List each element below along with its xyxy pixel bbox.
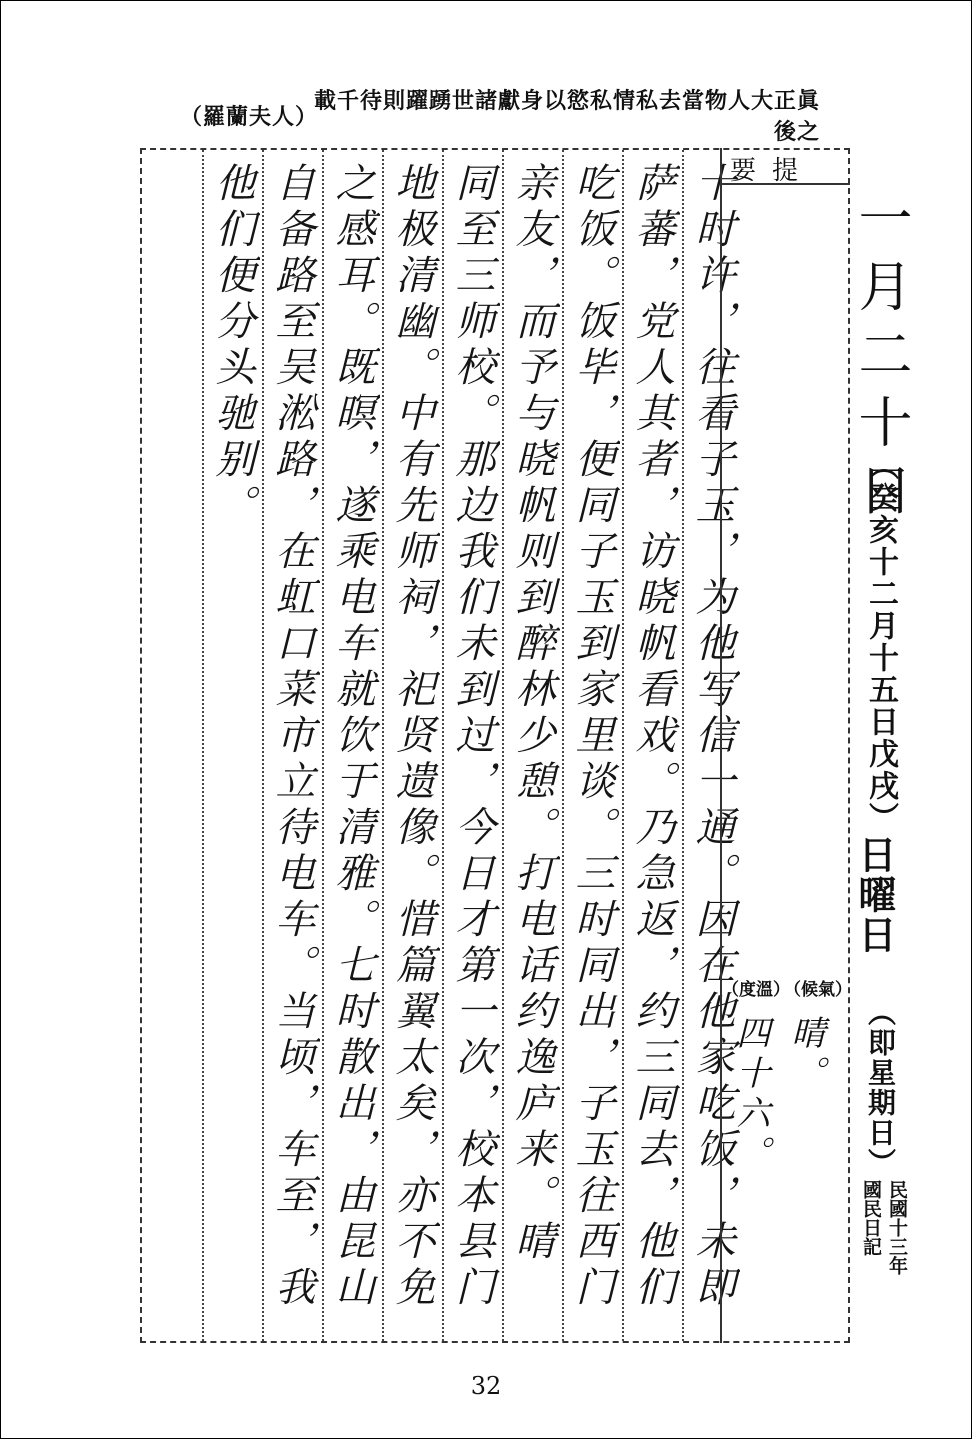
page-header xyxy=(180,88,820,145)
entry-column-7: 之感耳。既暝，遂乘电车就饮于清雅。七时散出，由昆山 xyxy=(329,162,375,1312)
entry-column-8: 自备路至吴淞路，在虹口菜市立待电车。当顷，车至，我 xyxy=(269,162,315,1312)
entry-column-9: 他们便分头驰别。 xyxy=(209,162,255,530)
temperature-value: 四十六。 xyxy=(730,1015,770,1175)
page-number: 32 xyxy=(470,1372,502,1400)
weekday-alt-label: （即星期日） xyxy=(864,998,897,1178)
header-attribution: （羅蘭夫人） xyxy=(180,103,319,130)
header-motto: 眞正大人物當去私情私慾以身獻諸世踴躍則待千載之後 xyxy=(313,88,820,145)
diary-title-year: 民國十三年 xyxy=(886,1180,908,1275)
diary-title xyxy=(850,1180,910,1300)
memo-label: 提要 xyxy=(730,156,815,186)
temperature-label: （度溫） xyxy=(722,980,790,1000)
date-main: 一月二十日 xyxy=(850,190,913,530)
entry-column-5: 同至三师校。那边我们未到过，今日才第一次，校本县门 xyxy=(449,162,495,1312)
entry-column-4: 亲友，而予与晓帆则到醉林少憩。打电话约逸庐来。晴 xyxy=(509,162,555,1266)
weather-label: （候氣） xyxy=(784,980,852,1000)
weather-value: 晴。 xyxy=(785,1015,825,1095)
entry-column-3: 吃饭。饭毕，便同子玉到家里谈。三时同出，子玉往西门 xyxy=(569,162,615,1312)
weather-labels xyxy=(722,975,852,1000)
memo-divider xyxy=(720,148,722,1343)
entry-column-2: 萨蕃，党人其者，访晓帆看戏。乃急返，约三同去，他们 xyxy=(629,162,675,1312)
weekday-label: 日曜日 xyxy=(852,835,897,955)
date-lunar: （癸亥十二月十五日戊戌） xyxy=(863,450,898,834)
entry-column-6: 地极清幽。中有先师祠，祀贤遗像。惜篇翼太矣，亦不免 xyxy=(389,162,435,1312)
entry-column-1: 十时许，往看子玉，为他写信一通。因在他家吃饭，未即 xyxy=(689,162,735,1312)
diary-title-name: 國民日記 xyxy=(860,1180,882,1256)
